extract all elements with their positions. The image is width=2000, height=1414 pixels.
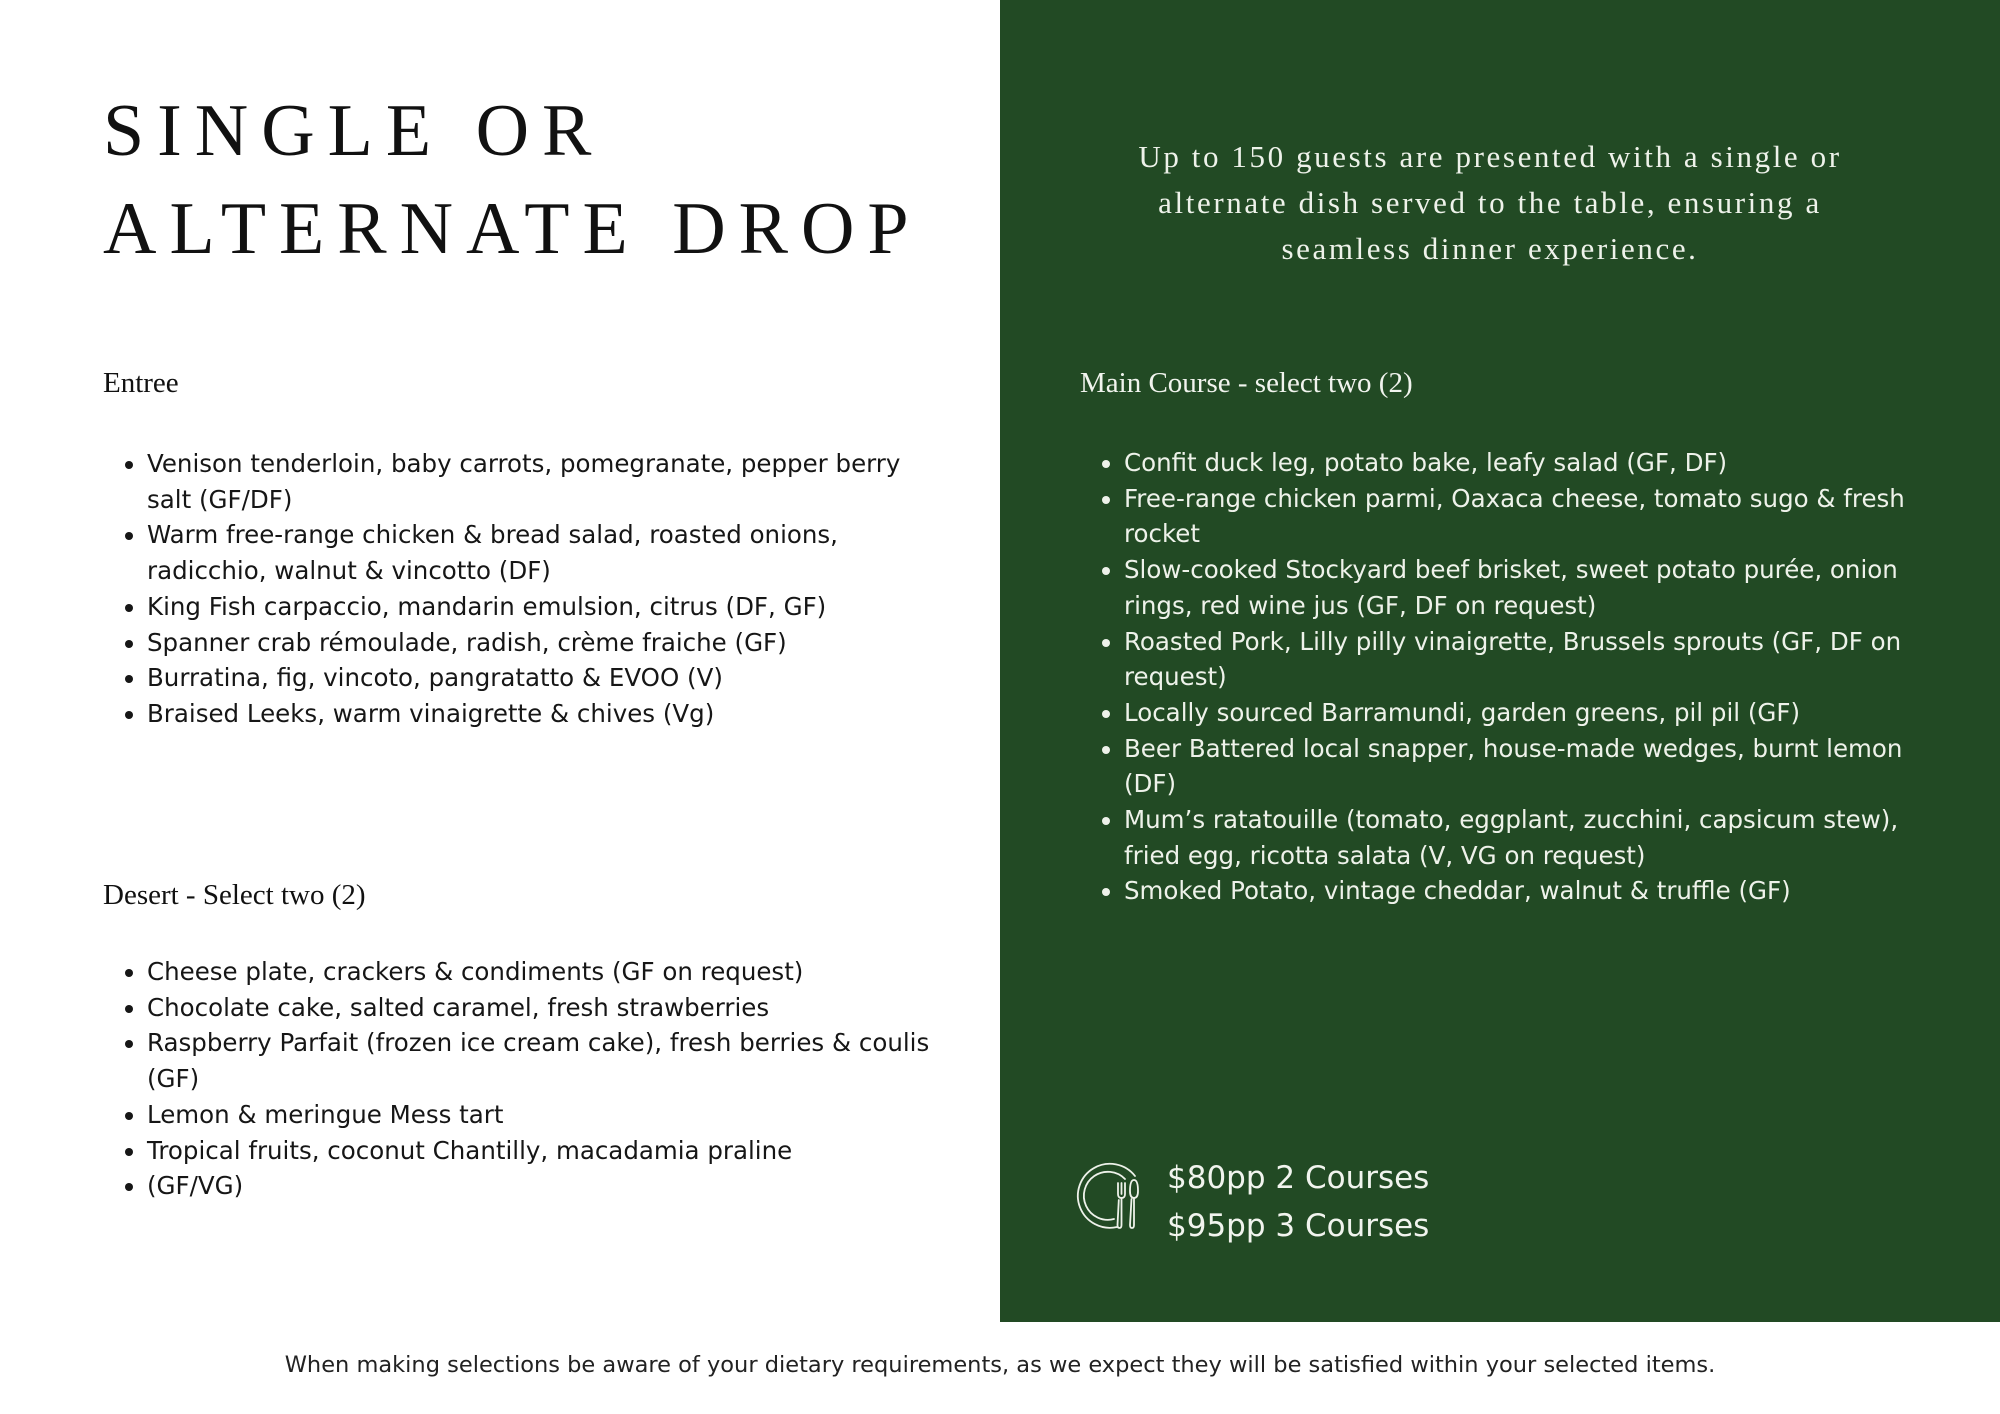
dessert-item: • Cheese plate, crackers & condiments (GF on request)	[147, 954, 947, 990]
dietary-footnote: When making selections be aware of your dietary requirements, as we expect they will be satisfied within your selected items.	[284, 1352, 1716, 1378]
dessert-list	[103, 954, 947, 1204]
dessert-item: • (GF/VG)	[147, 1168, 947, 1204]
dessert-heading: Desert - Select two (2)	[103, 879, 366, 911]
main-course-item: • Free-range chicken parmi, Oaxaca cheese, tomato sugo & fresh rocket	[1124, 481, 1944, 552]
entree-list	[103, 446, 937, 732]
main-course-item: • Confit duck leg, potato bake, leafy salad (GF, DF)	[1124, 445, 1944, 481]
entree-heading: Entree	[103, 367, 179, 399]
main-course-item: • Smoked Potato, vintage cheddar, walnut & truffle (GF)	[1124, 873, 1944, 909]
entree-item: • King Fish carpaccio, mandarin emulsion, citrus (DF, GF)	[147, 589, 937, 625]
dessert-item: • Raspberry Parfait (frozen ice cream cake), fresh berries & coulis (GF)	[147, 1025, 947, 1096]
dessert-item: • Tropical fruits, coconut Chantilly, macadamia praline	[147, 1133, 947, 1169]
price-two-courses: $80pp 2 Courses	[1167, 1160, 1430, 1196]
page-title	[103, 82, 922, 278]
main-course-item: • Roasted Pork, Lilly pilly vinaigrette, Brussels sprouts (GF, DF on request)	[1124, 624, 1944, 695]
entree-item: • Warm free-range chicken & bread salad, roasted onions, radicchio, walnut & vincotto (DF)	[147, 517, 937, 588]
entree-item: • Venison tenderloin, baby carrots, pomegranate, pepper berry salt (GF/DF)	[147, 446, 937, 517]
plate-cutlery-icon	[1073, 1160, 1145, 1232]
entree-item: • Braised Leeks, warm vinaigrette & chives (Vg)	[147, 696, 937, 732]
main-course-heading: Main Course - select two (2)	[1080, 367, 1413, 399]
main-course-item: • Locally sourced Barramundi, garden greens, pil pil (GF)	[1124, 695, 1944, 731]
page-title-line-1: SINGLE OR	[103, 90, 605, 172]
page-title-line-2: ALTERNATE DROP	[103, 188, 922, 270]
main-course-item: • Mum’s ratatouille (tomato, eggplant, zucchini, capsicum stew), fried egg, ricotta salata (V, VG on request)	[1124, 802, 1944, 873]
main-course-item: • Slow-cooked Stockyard beef brisket, sweet potato purée, onion rings, red wine jus (GF, DF on request)	[1124, 552, 1944, 623]
entree-item: • Burratina, fig, vincoto, pangratatto & EVOO (V)	[147, 660, 937, 696]
price-three-courses: $95pp 3 Courses	[1167, 1208, 1430, 1244]
intro-text: Up to 150 guests are presented with a single or alternate dish served to the table, ensuring a seamless dinner experience.	[1138, 139, 1842, 266]
dessert-item: • Chocolate cake, salted caramel, fresh strawberries	[147, 990, 947, 1026]
main-course-list	[1080, 445, 1944, 909]
entree-item: • Spanner crab rémoulade, radish, crème fraiche (GF)	[147, 625, 937, 661]
main-course-item: • Beer Battered local snapper, house-made wedges, burnt lemon (DF)	[1124, 731, 1944, 802]
dessert-item: • Lemon & meringue Mess tart	[147, 1097, 947, 1133]
